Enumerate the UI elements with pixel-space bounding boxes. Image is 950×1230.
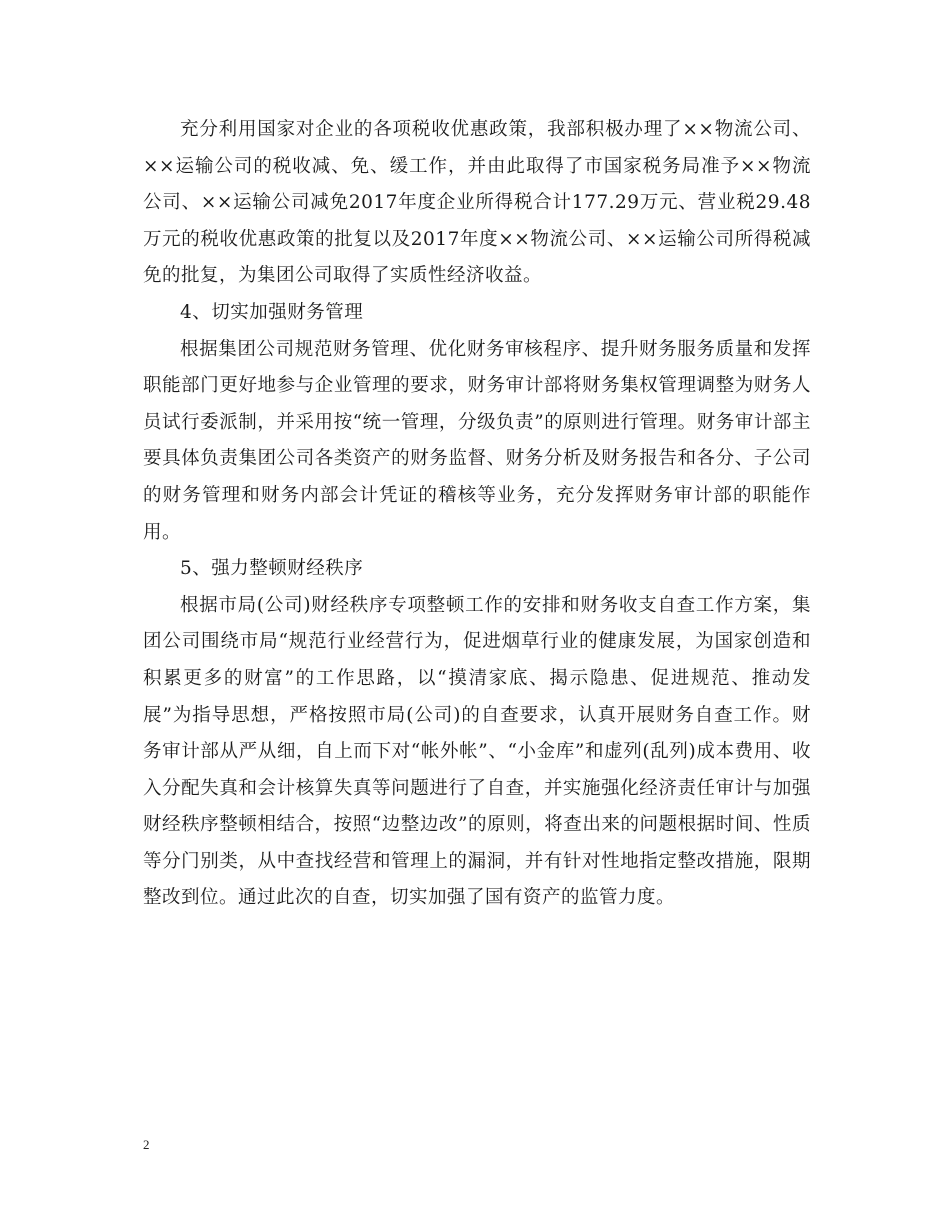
paragraph-financial-management: 根据集团公司规范财务管理、优化财务审核程序、提升财务服务质量和发挥职能部门更好地参与企业管理的要求，财务审计部将财务集权管理调整为财务人员试行委派制，并采用按“统一管理，分级负责”的原则进行管理。财务审计部主要具体负责集团公司各类资产的财务监督、财务分析及财务报告和各分、子公司的财务管理和财务内部会计凭证的稽核等业务，充分发挥财务审计部的职能作用。 xyxy=(143,338,811,543)
paragraph-financial-order: 根据市局(公司)财经秩序专项整顿工作的安排和财务收支自查工作方案，集团公司围绕市局“规范行业经营行为，促进烟草行业的健康发展，为国家创造和积累更多的财富”的工作思路，以“摸清家底、揭示隐患、促进规范、推动发展”为指导思想，严格按照市局(公司)的自查要求，认真开展财务自查工作。财务审计部从严从细，自上而下对“帐外帐”、“小金库”和虚列(乱列)成本费用、收入分配失真和会计核算失真等问题进行了自查，并实施强化经济责任审计与加强财经秩序整顿相结合，按照“边整边改”的原则，将查出来的问题根据时间、性质等分门别类，从中查找经营和管理上的漏洞，并有针对性地指定整改措施，限期整改到位。通过此次的自查，切实加强了国有资产的监管力度。 xyxy=(143,594,811,909)
page-body xyxy=(143,112,811,917)
section-heading-financial-order: 5、强力整顿财经秩序 xyxy=(180,558,364,580)
page-number: 2 xyxy=(143,1137,150,1152)
paragraph-tax-incentives: 充分利用国家对企业的各项税收优惠政策，我部积极办理了××物流公司、××运输公司的税收减、免、缓工作，并由此取得了市国家税务局准予××物流公司、××运输公司减免2017年度企业所得税合计177.29万元、营业税29.48万元的税收优惠政策的批复以及2017年度××物流公司、××运输公司所得税减免的批复，为集团公司取得了实质性经济收益。 xyxy=(143,119,811,287)
section-heading-financial-management: 4、切实加强财务管理 xyxy=(180,301,364,323)
